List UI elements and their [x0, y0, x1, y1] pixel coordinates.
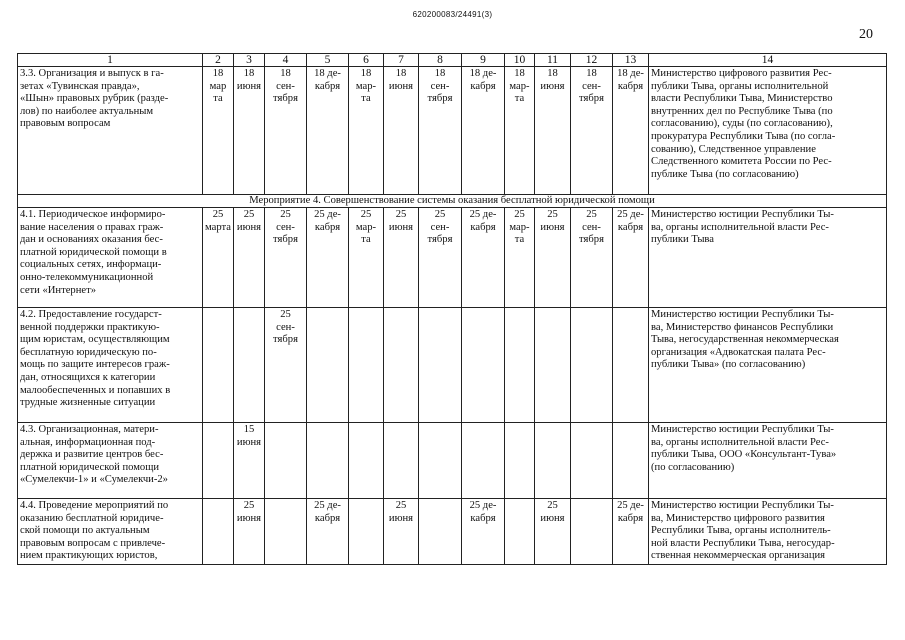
date-cell — [349, 499, 384, 565]
date-cell — [462, 308, 505, 423]
date-cell: 18 мар- та — [349, 67, 384, 195]
date-cell — [203, 423, 234, 499]
date-cell: 25 де- кабря — [462, 499, 505, 565]
column-number: 3 — [234, 54, 265, 67]
date-cell: 25 сен- тября — [571, 208, 613, 308]
activity-cell: 4.2. Предоставление государст- венной поддержки практикую- щим юристам, осуществляющим бесплатную юридическую по- мощь по защите интересов граж- дан, относящихся к категории малообеспеченных и попавших в трудные жизненные ситуации — [18, 308, 203, 423]
date-cell: 18 июня — [234, 67, 265, 195]
responsible-cell: Министерство юстиции Республики Ты- ва, Министерство цифрового развития Республики Тыва, органы исполнитель- ной власти Республики Тыва, негосудар- ственная некоммерческая организация — [649, 499, 887, 565]
date-cell: 18 де- кабря — [613, 67, 649, 195]
document-id: 620200083/24491(3) — [412, 10, 493, 19]
activity-cell: 4.1. Периодическое информиро- вание населения о правах граж- дан и основаниях оказания бес- платной юридической помощи в социальных сетях, информаци- онно-телекоммуникационной сети «Интернет» — [18, 208, 203, 308]
date-cell — [349, 423, 384, 499]
plan-table — [17, 53, 887, 565]
date-cell: 25 де- кабря — [613, 499, 649, 565]
date-cell: 25 июня — [384, 499, 419, 565]
date-cell: 25 сен- тября — [265, 208, 307, 308]
date-cell: 25 мар- та — [349, 208, 384, 308]
section-title: Мероприятие 4. Совершенствование системы оказания бесплатной юридической помощи — [18, 195, 887, 208]
column-number: 1 — [18, 54, 203, 67]
date-cell: 25 де- кабря — [613, 208, 649, 308]
date-cell: 18 июня — [384, 67, 419, 195]
column-number: 12 — [571, 54, 613, 67]
date-cell — [419, 499, 462, 565]
date-cell — [571, 499, 613, 565]
date-cell — [203, 499, 234, 565]
date-cell: 18 де- кабря — [462, 67, 505, 195]
date-cell: 15 июня — [234, 423, 265, 499]
date-cell — [234, 308, 265, 423]
responsible-cell: Министерство юстиции Республики Ты- ва, органы исполнительной власти Рес- публики Тыва, ООО «Консультант-Тува» (по согласованию) — [649, 423, 887, 499]
date-cell — [265, 499, 307, 565]
date-cell: 25 июня — [384, 208, 419, 308]
date-cell — [419, 423, 462, 499]
column-number: 6 — [349, 54, 384, 67]
date-cell — [419, 308, 462, 423]
date-cell: 25 де- кабря — [307, 208, 349, 308]
date-cell: 25 июня — [535, 499, 571, 565]
column-number: 11 — [535, 54, 571, 67]
date-cell: 25 де- кабря — [462, 208, 505, 308]
table-row — [18, 308, 887, 423]
column-number: 4 — [265, 54, 307, 67]
date-cell — [505, 499, 535, 565]
date-cell: 18 мар- та — [505, 67, 535, 195]
responsible-cell: Министерство цифрового развития Рес- публики Тыва, органы исполнительной власти Республики Тыва, Министерство внутренних дел по Республике Тыва (по согласованию), суды (по согласованию), прокуратура Республики Тыва (по согла- сованию), Следственное управление Следственного комитета России по Рес- публике Тыва (по согласованию) — [649, 67, 887, 195]
column-number: 10 — [505, 54, 535, 67]
date-cell: 18 июня — [535, 67, 571, 195]
column-number: 5 — [307, 54, 349, 67]
date-cell: 18 сен- тября — [571, 67, 613, 195]
column-number: 2 — [203, 54, 234, 67]
responsible-cell: Министерство юстиции Республики Ты- ва, органы исполнительной власти Рес- публики Тыва — [649, 208, 887, 308]
date-cell — [613, 423, 649, 499]
table-row — [18, 499, 887, 565]
column-number: 8 — [419, 54, 462, 67]
column-number-row — [18, 54, 887, 67]
activity-cell: 3.3. Организация и выпуск в га- зетах «Тувинская правда», «Шын» правовых рубрик (разде- лов) по наиболее актуальным правовым вопросам — [18, 67, 203, 195]
date-cell — [265, 423, 307, 499]
activity-cell: 4.3. Организационная, матери- альная, информационная под- держка и развитие центров бес- платной юридической помощи «Сумелекчи-1» и «Сумелекчи-2» — [18, 423, 203, 499]
date-cell — [349, 308, 384, 423]
responsible-cell: Министерство юстиции Республики Ты- ва, Министерство финансов Республики Тыва, негосударственная некоммерческая организация «Адвокатская палата Рес- публики Тыва» (по согласованию) — [649, 308, 887, 423]
date-cell — [462, 423, 505, 499]
date-cell — [571, 423, 613, 499]
date-cell: 18 мар та — [203, 67, 234, 195]
activity-cell: 4.4. Проведение мероприятий по оказанию бесплатной юридиче- ской помощи по актуальным правовым вопросам с привлече- нием практикующих юристов, — [18, 499, 203, 565]
page-number: 20 — [859, 27, 873, 42]
date-cell — [384, 423, 419, 499]
date-cell — [505, 423, 535, 499]
date-cell — [307, 423, 349, 499]
table-row — [18, 67, 887, 195]
date-cell: 25 сен- тября — [419, 208, 462, 308]
date-cell — [535, 308, 571, 423]
date-cell: 25 июня — [234, 208, 265, 308]
date-cell: 25 марта — [203, 208, 234, 308]
table-row — [18, 423, 887, 499]
date-cell: 25 мар- та — [505, 208, 535, 308]
date-cell — [613, 308, 649, 423]
date-cell: 25 де- кабря — [307, 499, 349, 565]
column-number: 14 — [649, 54, 887, 67]
section-header-row — [18, 195, 887, 208]
date-cell — [384, 308, 419, 423]
date-cell: 25 июня — [535, 208, 571, 308]
date-cell: 25 сен- тября — [265, 308, 307, 423]
date-cell — [505, 308, 535, 423]
date-cell: 18 де- кабря — [307, 67, 349, 195]
date-cell — [535, 423, 571, 499]
column-number: 9 — [462, 54, 505, 67]
date-cell: 18 сен- тября — [265, 67, 307, 195]
date-cell: 18 сен- тября — [419, 67, 462, 195]
date-cell — [203, 308, 234, 423]
date-cell — [307, 308, 349, 423]
column-number: 7 — [384, 54, 419, 67]
date-cell: 25 июня — [234, 499, 265, 565]
column-number: 13 — [613, 54, 649, 67]
date-cell — [571, 308, 613, 423]
table-row — [18, 208, 887, 308]
